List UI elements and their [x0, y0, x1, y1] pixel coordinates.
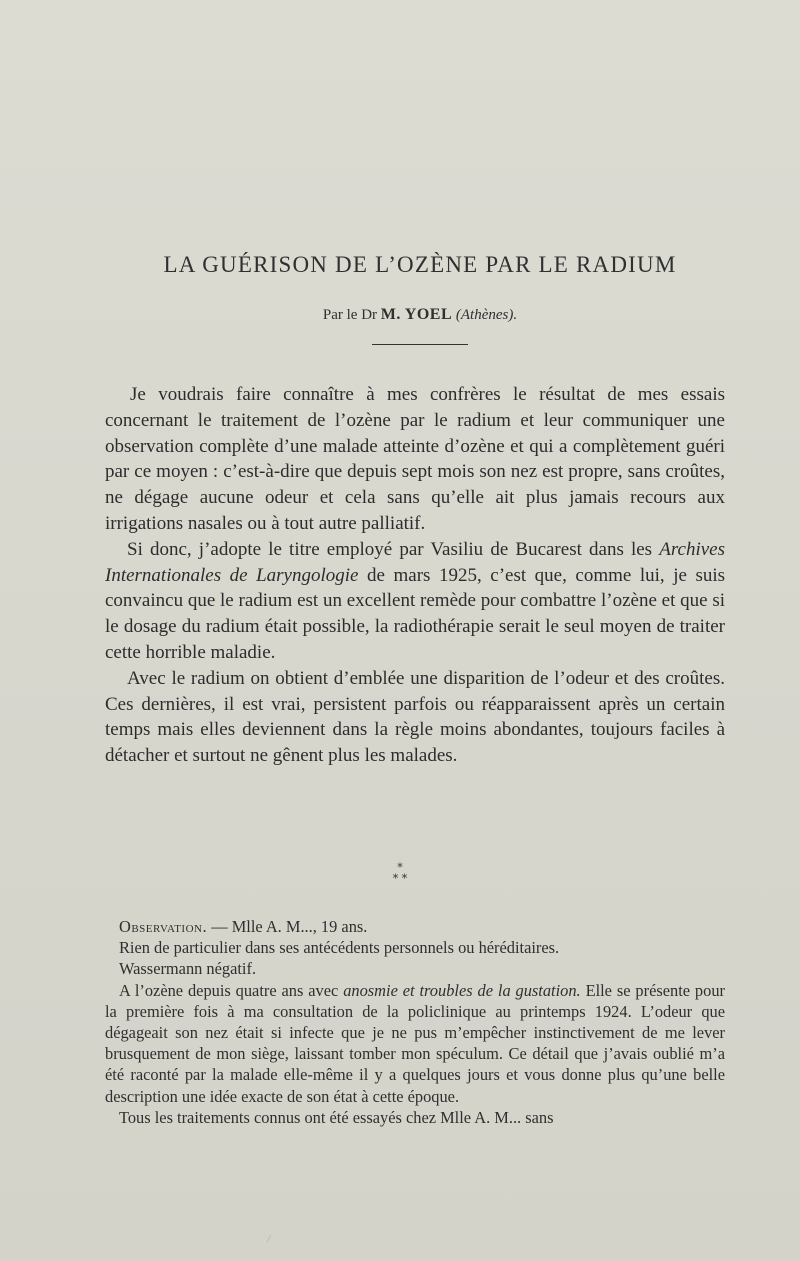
observation-patient: — Mlle A. M..., 19 ans.: [211, 917, 368, 936]
paragraph-vasiliu-end: de mars 1925, c’est que, comme lui, je suis convaincu que le radium est un excellent remède pour combattre l’ozène et que si le dosage du radium était possible, la radiothérapie serait le seul moyen de traiter cette horrible maladie.: [105, 564, 726, 663]
byline-prefix: Par le Dr: [322, 307, 378, 323]
asterism-divider: [380, 862, 420, 884]
paragraph-vasiliu: [105, 537, 725, 666]
observation-description-end: Elle se présente pour la première fois à ma consultation de la policlinique au printemps 1924. L’odeur que dégageait son nez était si infecte que je ne pus m’empêcher instinctivement de me lever brusquement de mon siège, laissant tomber mon spéculum. Ce détail que j’avais oublié m’a été raconté par la malade elle-même il y a quelques jours et vous donne plus qu’une belle description une idée exacte de son état à cette époque.: [105, 980, 725, 1106]
observation-heading: [105, 916, 725, 937]
observation-treatments: Tous les traitements connus ont été essayés chez Mlle A. M... sans: [119, 1107, 554, 1127]
journal-title: Archives Internationales de Laryngologie: [105, 538, 726, 586]
author-name: M. YOEL: [380, 306, 453, 323]
observation-wassermann: Wassermann négatif.: [119, 959, 257, 979]
title-divider: [372, 344, 468, 345]
scan-mark: [266, 1235, 276, 1245]
byline: [0, 306, 800, 324]
paragraph-vasiliu-start: Si donc, j’adopte le titre employé par Vasiliu de Bucarest dans les: [127, 538, 653, 560]
observation-history: Rien de particulier dans ses antécédents personnels ou héréditaires.: [119, 938, 560, 958]
paragraph-intro: Je voudrais faire connaître à mes confrères le résultat de mes essais concernant le traitement de l’ozène par le radium et leur communiquer une observation complète d’une malade atteinte d’ozène et qui a complètement guéri par ce moyen : c’est-à-dire que depuis sept mois son nez est propre, sans croûtes, ne dégage aucune odeur et cela sans qu’elle ait plus jamais recours aux irrigations nasales ou à tout autre palliatif.: [105, 384, 725, 534]
author-location: (Athènes).: [455, 307, 518, 323]
asterism-bottom: * *: [392, 872, 408, 885]
article-body: [105, 382, 725, 769]
paragraph-radium-effect: Avec le radium on obtient d’emblée une disparition de l’odeur et des croûtes. Ces dernières, il est vrai, persistent parfois ou réapparaissent après un certain temps mais elles deviennent dans la règle moins abondantes, toujours faciles à détacher et surtout ne gênent plus les malades.: [105, 667, 725, 767]
article-title: LA GUÉRISON DE L’OZÈNE PAR LE RADIUM: [163, 252, 677, 277]
observation-label: Observation.: [119, 917, 208, 936]
observation-symptoms: anosmie et troubles de la gustation.: [343, 980, 581, 1000]
observation-description: [105, 980, 725, 1107]
observation-description-start: A l’ozène depuis quatre ans avec: [119, 980, 339, 1000]
asterism-top: *: [397, 861, 403, 874]
observation-section: [105, 916, 725, 1128]
